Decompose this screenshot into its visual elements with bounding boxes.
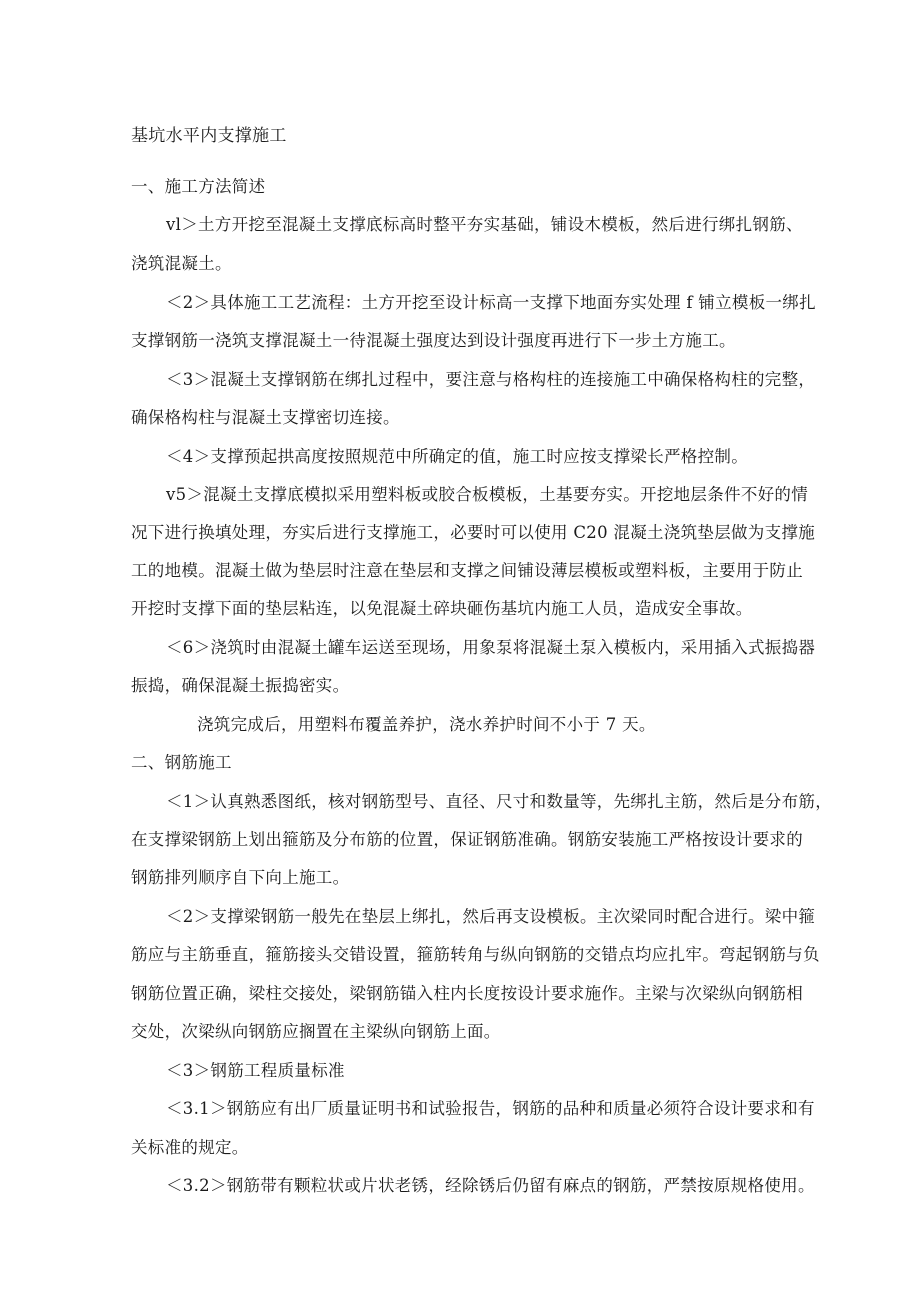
paragraph-line: 支撑钢筋一浇筑支撑混凝土一待混凝土强度达到设计强度再进行下一步土方施工。: [131, 331, 736, 350]
paragraph-line: 交处，次梁纵向钢筋应搁置在主梁纵向钢筋上面。: [131, 1022, 501, 1041]
page-title: 基坑水平内支撑施工: [131, 126, 287, 146]
paragraph-line: ＜2＞支撑梁钢筋一般先在垫层上绑扎，然后再支设模板。主次梁同时配合进行。梁中箍: [166, 907, 816, 926]
paragraph-line: ＜6＞浇筑时由混凝土罐车运送至现场，用象泵将混凝土泵入模板内，采用插入式振捣器: [166, 638, 816, 657]
paragraph-line: ＜3.2＞钢筋带有颗粒状或片状老锈，经除锈后仍留有麻点的钢筋，严禁按原规格使用。: [166, 1176, 815, 1195]
paragraph-line: 钢筋位置正确，梁柱交接处，梁钢筋锚入柱内长度按设计要求施作。主梁与次梁纵向钢筋相: [131, 984, 803, 1003]
paragraph-line: ＜3.1＞钢筋应有出厂质量证明书和试验报告，钢筋的品种和质量必须符合设计要求和有: [166, 1099, 815, 1118]
paragraph-line: ＜3＞混凝土支撑钢筋在绑扎过程中，要注意与格构柱的连接施工中确保格构柱的完整，: [166, 370, 816, 389]
paragraph-line: 况下进行换填处理，夯实后进行支撑施工，必要时可以使用 C20 混凝土浇筑垫层做为支撑施: [131, 523, 816, 542]
section-heading: 二、钢筋施工: [131, 753, 232, 772]
paragraph-line: 筋应与主筋垂直，箍筋接头交错设置，箍筋转角与纵向钢筋的交错点均应扎牢。弯起钢筋与负: [131, 945, 820, 964]
paragraph-line: 关标准的规定。: [131, 1138, 249, 1157]
paragraph-line: 确保格构柱与混凝土支撑密切连接。: [131, 408, 400, 427]
paragraph-line: 在支撑梁钢筋上划出箍筋及分布筋的位置，保证钢筋准确。钢筋安装施工严格按设计要求的: [131, 830, 803, 849]
paragraph-line: 振捣，确保混凝土振捣密实。: [131, 676, 350, 695]
paragraph-line: ＜2＞具体施工工艺流程：土方开挖至设计标高一支撑下地面夯实处理 f 铺立模板一绑扎: [166, 293, 816, 312]
paragraph-line: vl＞土方开挖至混凝土支撑底标高时整平夯实基础，铺设木模板，然后进行绑扎钢筋、: [166, 215, 803, 234]
paragraph-line: 工的地模。混凝土做为垫层时注意在垫层和支撑之间铺设薄层模板或塑料板，主要用于防止: [131, 561, 803, 580]
paragraph-line: ＜4＞支撑预起拱高度按照规范中所确定的值，施工时应按支撑梁长严格控制。: [166, 447, 748, 466]
paragraph-line: 浇筑混凝土。: [131, 254, 232, 273]
paragraph-line: 浇筑完成后，用塑料布覆盖养护，浇水养护时间不小于 7 天。: [197, 715, 656, 734]
paragraph-line: ＜3＞钢筋工程质量标准: [166, 1061, 345, 1080]
paragraph-line: ＜1＞认真熟悉图纸，核对钢筋型号、直径、尺寸和数量等，先绑扎主筋，然后是分布筋，: [166, 792, 832, 811]
paragraph-line: 开挖时支撑下面的垫层粘连，以免混凝土碎块砸伤基坑内施工人员，造成安全事故。: [131, 599, 753, 618]
paragraph-line: 钢筋排列顺序自下向上施工。: [131, 868, 350, 887]
paragraph-line: v5＞混凝土支撑底模拟采用塑料板或胶合板模板，土基要夯实。开挖地层条件不好的情: [166, 485, 809, 504]
section-heading: 一、施工方法简述: [131, 177, 266, 196]
